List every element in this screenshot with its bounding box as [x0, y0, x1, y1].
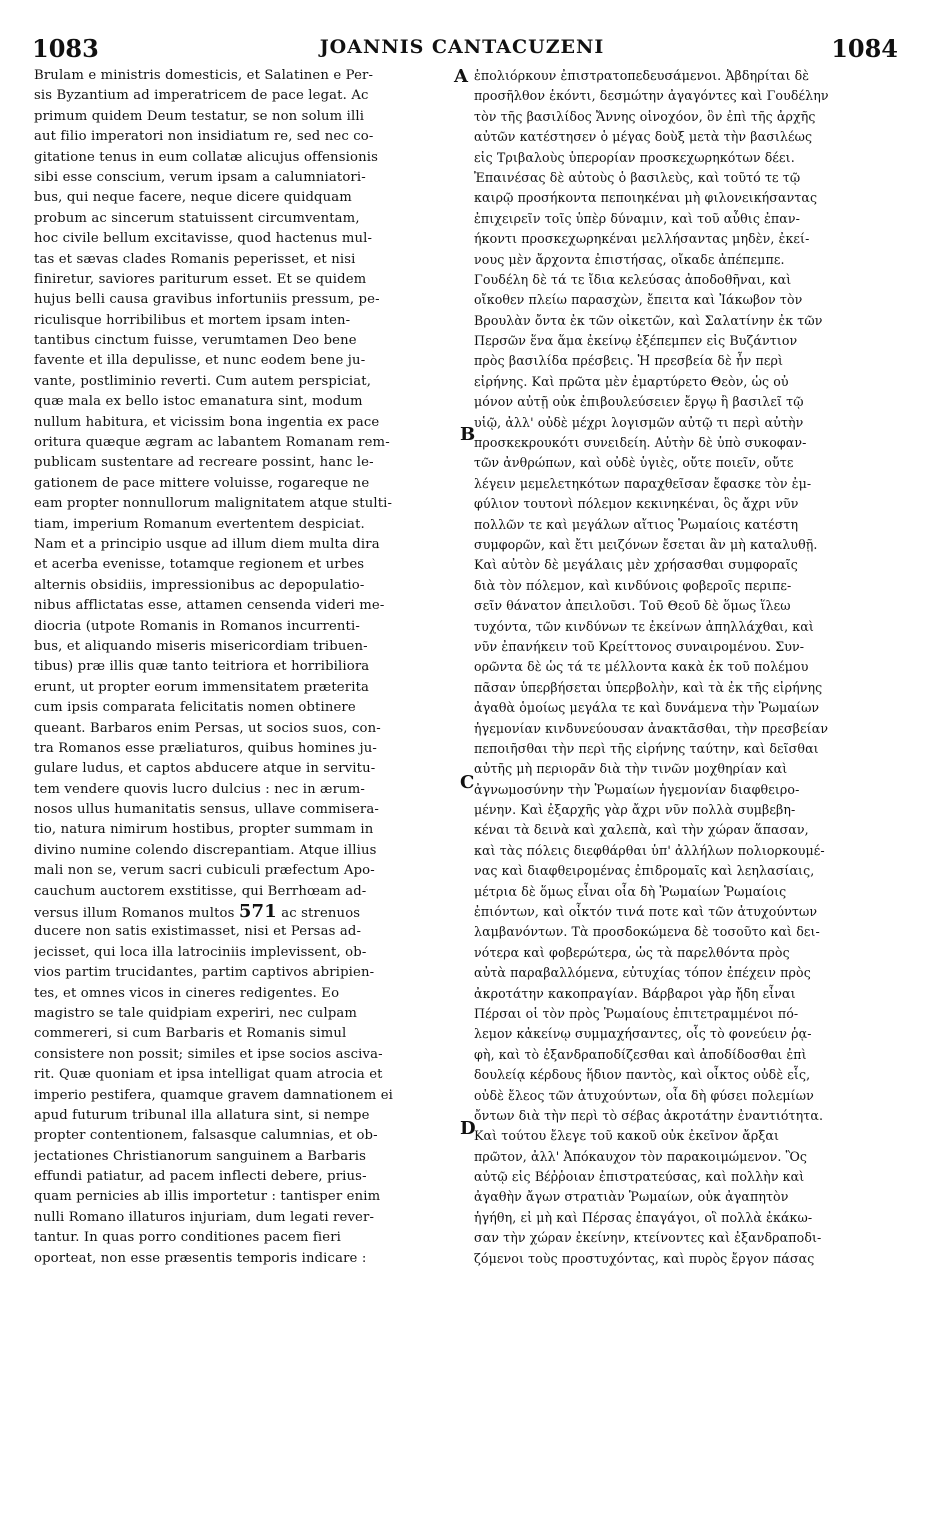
latin-text-line: gulare ludus, et captos abducere atque in servitu-: [34, 761, 376, 777]
latin-text-line: tio, natura nimirum hostibus, propter summam in: [34, 822, 374, 838]
greek-text-line: ήκοντι προσκεχωρηκέναι μελλήσαντας μηδὲν, ἐκεί-: [474, 231, 810, 247]
latin-text-line: tibus) præ illis quæ tanto teitriora et horribiliora: [34, 659, 370, 675]
greek-text-line: νας καὶ διαφθειρομένας ἐπιδρομαῖς καὶ λεηλασίαις,: [474, 863, 815, 879]
latin-text-line: commereri, si cum Barbaris et Romanis simul: [34, 1026, 347, 1042]
greek-text-line: αὐτῆς μὴ περιορᾶν διὰ τὴν τινῶν μοχθηρίαν καὶ: [474, 761, 788, 777]
greek-text-line: καιρῷ προσήκοντα πεποιηκέναι μὴ φιλονεικήσαντας: [474, 190, 818, 206]
greek-text-line: οὐδὲ ἔλεος τῶν ἀτυχούντων, οἷα δὴ φύσει πολεμίων: [474, 1087, 814, 1103]
latin-text-line: bus, et aliquando miseris misericordiam tribuen-: [34, 638, 368, 654]
latin-text-line: consistere non possit; similes et ipse socios asciva-: [34, 1046, 383, 1062]
greek-text-line: τὸν τῆς βασιλίδος Ἄννης οἰνοχόον, ὃν ἐπὶ τῆς ἀρχῆς: [474, 108, 816, 124]
greek-text-line: Ἐπαινέσας δὲ αὐτοὺς ὁ βασιλεὺς, καὶ τοῦτό τε τῷ: [474, 169, 801, 185]
greek-text-line: αὐτῷ εἰς Βέῤῥοιαν ἐπιστρατεύσας, καὶ πολλὴν καὶ: [474, 1169, 805, 1185]
greek-text-line: νῦν ἐπανήκειν τοῦ Κρείττονος συναιρομένου. Συν-: [474, 638, 805, 654]
latin-text-line: gationem de pace mittere voluisse, rogareque ne: [34, 475, 370, 491]
greek-text-line: ἡγήθη, εἰ μὴ καὶ Πέρσας ἐπαγάγοι, οἳ πολλὰ ἐκάκω-: [474, 1209, 813, 1225]
latin-text-line: favente et illa depulisse, et nunc eodem bene ju-: [34, 353, 366, 369]
latin-text-line: nosos ullus humanitatis sensus, ullave commisera-: [34, 802, 379, 818]
page-number-left: 1083: [32, 34, 99, 63]
greek-text-line: τῶν ἀνθρώπων, καὶ οὐδὲ ὑγιὲς, οὔτε ποιεῖν, οὔτε: [474, 455, 794, 471]
greek-text-line: ἀκροτάτην κακοπραγίαν. Βάρβαροι γὰρ ἤδη εἶναι: [474, 985, 796, 1001]
greek-text-line: συμφορῶν, καὶ ἔτι μειζόνων ἔσεται ἂν μὴ καταλυθῇ.: [474, 536, 818, 552]
greek-text-line: κέναι τὰ δεινὰ καὶ χαλεπὰ, καὶ τὴν χώραν ἅπασαν,: [474, 822, 809, 838]
latin-text-line: finiretur, saviores pariturum esset. Et se quidem: [34, 271, 367, 287]
latin-text-line: hoc civile bellum excitavisse, quod hactenus mul-: [34, 231, 373, 247]
latin-text-line: rit. Quæ quoniam et ipsa intelligat quam atrocia et: [34, 1067, 383, 1083]
greek-text-line: ἐπιχειρεῖν τοῖς ὑπὲρ δύναμιν, καὶ τοῦ αὖθις ἐπαν-: [474, 210, 801, 226]
latin-text-line: apud futurum tribunal illa allatura sint, si nempe: [34, 1107, 370, 1123]
greek-text-line: λέγειν μεμελετηκότων παραχθεῖσαν ἔφασκε τὸν ἐμ-: [474, 475, 812, 491]
latin-text-line: et acerba evenisse, totamque regionem et urbes: [34, 557, 365, 573]
greek-text-line: ζόμενοι τοὺς προστυχόντας, καὶ πυρὸς ἔργον πάσας: [474, 1250, 815, 1266]
greek-text-line: προσῆλθον ἑκόντι, δεσμώτην ἀγαγόντες καὶ Γουδέλην: [474, 88, 829, 104]
page-header: [22, 24, 902, 63]
latin-text-line: gitatione tenus in eum collatæ alicujus offensionis: [34, 149, 378, 165]
latin-text-line: aut filio imperatori non insidiatum re, sed nec co-: [34, 129, 374, 145]
greek-text-line: ἀγνωμοσύνην τὴν Ῥωμαίων ἡγεμονίαν διαφθειρο-: [474, 781, 800, 797]
latin-text-line: queant. Barbaros enim Persas, ut socios suos, con-: [34, 720, 381, 736]
latin-text-line: hujus belli causa gravibus infortuniis pressum, pe-: [34, 292, 380, 308]
latin-text-line: versus illum Romanos multos 571 ac strenuos: [34, 902, 361, 923]
greek-text-line: μόνον αὐτῇ οὐκ ἐπιβουλεύσειεν ἔργῳ ἢ βασιλεῖ τῷ: [474, 394, 804, 410]
margin-mark-c: C: [460, 772, 475, 793]
greek-text-line: ορῶντα δὲ ὡς τά τε μέλλοντα κακὰ ἐκ τοῦ πολέμου: [474, 659, 809, 675]
latin-text-line: propter contentionem, falsasque calumnias, et ob-: [34, 1128, 378, 1144]
greek-text-line: προσκεκρουκότι συνειδείη. Αὐτὴν δὲ ὑπὸ συκοφαν-: [474, 435, 807, 451]
latin-text-line: probum ac sincerum statuissent circumventam,: [34, 210, 360, 226]
greek-text-line: εἰς Τριβαλοὺς ὑπερορίαν προσκεχωρηκότων δέει.: [474, 149, 795, 165]
latin-text-line: sis Byzantium ad imperatricem de pace legat. Ac: [34, 88, 369, 104]
greek-text-line: λαμβανόντων. Τὰ προσδοκώμενα δὲ τοσοῦτο καὶ δει-: [474, 924, 820, 940]
latin-text-line: jectationes Christianorum sanguinem a Barbaris: [34, 1148, 367, 1164]
latin-text-line: cauchum auctorem exstitisse, qui Berrhœam ad-: [34, 883, 367, 899]
latin-text-line: tas et sævas clades Romanis peperisset, et nisi: [34, 251, 356, 267]
latin-text-line: sibi esse conscium, verum ipsam a calumniatori-: [34, 169, 366, 185]
running-title: JOANNIS CANTACUZENI: [319, 36, 605, 58]
greek-text-line: λεμον κἀκείνῳ συμμαχήσαντες, οἷς τὸ φονεύειν ῥᾳ-: [474, 1026, 812, 1042]
latin-text-line: tes, et omnes vicos in cineres redigentes. Eo: [34, 985, 340, 1001]
greek-text-line: Καὶ αὐτὸν δὲ μεγάλαις μὲν χρήσασθαι συμφοραῖς: [474, 557, 798, 573]
latin-text-line: tantur. In quas porro conditiones pacem fieri: [34, 1230, 342, 1246]
greek-text-line: Πέρσαι οἱ τὸν πρὸς Ῥωμαίους ἐπιτετραμμένοι πό-: [474, 1005, 799, 1021]
greek-text-line: Γουδέλη δὲ τά τε ἴδια κελεύσας ἀποδοθῆναι, καὶ: [474, 271, 792, 287]
greek-text-line: σαν τὴν χώραν ἐκείνην, κτείνοντες καὶ ἐξανδραποδι-: [474, 1230, 822, 1246]
latin-text-line: publicam sustentare ad recreare possint, hanc le-: [34, 455, 374, 471]
greek-text-line: Καὶ τούτου ἔλεγε τοῦ κακοῦ οὐκ ἐκεῖνον ἄρξαι: [474, 1128, 780, 1144]
greek-text-line: μένην. Καὶ ἐξαρχῆς γὰρ ἄχρι νῦν πολλὰ συμβεβη-: [474, 802, 796, 818]
greek-text-line: νους μὲν ἄρχοντα ἐπιστήσας, οἴκαδε ἀπέπεμπε.: [474, 251, 785, 267]
greek-text-line: διὰ τὸν πόλεμον, καὶ κινδύνοις φοβεροῖς περιπε-: [474, 577, 792, 593]
latin-text-line: nullum habitura, et vicissim bona ingentia ex pace: [34, 414, 380, 430]
greek-text-line: Περσῶν ἕνα ἅμα ἐκείνῳ ἐξέπεμπεν εἰς Βυζάντιον: [474, 333, 798, 349]
page-number-right: 1084: [831, 34, 898, 63]
latin-text-line: bus, qui neque facere, neque dicere quidquam: [34, 190, 352, 206]
latin-text-line: tiam, imperium Romanum evertentem despiciat.: [34, 516, 365, 532]
latin-text-line: alternis obsidiis, impressionibus ac depopulatio-: [34, 577, 365, 593]
greek-text-line: σεῖν θάνατον ἀπειλοῦσι. Τοῦ Θεοῦ δὲ ὅμως ἵλεω: [474, 598, 791, 614]
latin-text-line: nibus afflictatas esse, attamen censenda videri me-: [34, 598, 385, 614]
greek-text-line: ἡγεμονίαν κινδυνεύουσαν ἀνακτᾶσθαι, τὴν πρεσβείαν: [474, 720, 829, 736]
latin-text-line: vante, postliminio reverti. Cum autem perspiciat,: [34, 373, 372, 389]
greek-text-line: πεποιῆσθαι τὴν περὶ τῆς εἰρήνης ταύτην, καὶ δεῖσθαι: [474, 740, 819, 756]
latin-text-line: primum quidem Deum testatur, se non solum illi: [34, 108, 365, 124]
greek-text-line: υἱῷ, ἀλλ' οὐδὲ μέχρι λογισμῶν αὐτῷ τι περὶ αὐτὴν: [474, 414, 804, 430]
latin-text-line: oritura quæque ægram ac labantem Romanam rem-: [34, 435, 390, 451]
latin-text-line: erunt, ut propter eorum immensitatem præterita: [34, 679, 370, 695]
latin-text-line: quæ mala ex bello istoc emanatura sint, modum: [34, 394, 363, 410]
latin-text-line: tra Romanos esse præliaturos, quibus homines ju-: [34, 740, 377, 756]
latin-text-line: divino numine colendo discrepantiam. Atque illius: [34, 842, 377, 858]
latin-text-line: mali non se, verum sacri cubiculi præfectum Apo-: [34, 863, 375, 879]
latin-text-line: magistro se tale quidpiam experiri, nec culpam: [34, 1005, 358, 1021]
greek-text-line: εἰρήνης. Καὶ πρῶτα μὲν ἐμαρτύρετο Θεὸν, ὡς οὐ: [474, 373, 789, 389]
greek-text-line: ὄντων διὰ τὴν περὶ τὸ σέβας ἀκροτάτην ἐναντιότητα.: [474, 1107, 824, 1123]
greek-column: [474, 66, 902, 1526]
greek-text-line: αὐτὰ παραβαλλόμενα, εὐτυχίας τόπον ἐπέχειν πρὸς: [474, 965, 811, 981]
greek-text-line: πρὸς βασιλίδα πρέσβεις. Ἡ πρεσβεία δὲ ἦν περὶ: [474, 353, 783, 369]
greek-text-line: νότερα καὶ φοβερώτερα, ὡς τὰ παρελθόντα πρὸς: [474, 944, 790, 960]
greek-text-line: τυχόντα, τῶν κινδύνων τε ἐκείνων ἀπηλλάχθαι, καὶ: [474, 618, 814, 634]
latin-text-line: Brulam e ministris domesticis, et Salatinen e Per-: [34, 68, 374, 83]
greek-text-line: αὐτῶν κατέστησεν ὁ μέγας δοὺξ μετὰ τὴν βασιλέως: [474, 129, 813, 145]
greek-text-line: μέτρια δὲ ὅμως εἶναι οἷα δὴ Ῥωμαίων Ῥωμαίοις: [474, 883, 787, 899]
latin-text-line: jecisset, qui loca illa latrociniis implevissent, ob-: [34, 944, 367, 960]
latin-text-line: ducere non satis existimasset, nisi et Persas ad-: [34, 924, 362, 940]
greek-text-line: οἴκοθεν πλείω παρασχὼν, ἔπειτα καὶ Ἰάκωβον τὸν: [474, 292, 803, 308]
latin-column: [34, 66, 458, 1526]
latin-text-line: oporteat, non esse præsentis temporis indicare :: [34, 1250, 367, 1266]
margin-mark-a: A: [454, 66, 468, 87]
latin-text-line: riculisque horribilibus et mortem ipsam inten-: [34, 312, 351, 328]
latin-text-line: diocria (utpote Romanis in Romanos incurrenti-: [34, 618, 360, 634]
latin-text-line: imperio pestifera, quamque gravem damnationem ei: [34, 1087, 394, 1103]
page-reference-number: 571: [238, 902, 277, 923]
greek-text-line: πρῶτον, ἀλλ' Ἀπόκαυχον τὸν παρακοιμώμενον. Ὃς: [474, 1148, 808, 1164]
greek-text-line: φύλιον τουτονὶ πόλεμον κεκινηκέναι, ὃς ἄχρι νῦν: [474, 496, 799, 512]
greek-text-line: ἐπιόντων, καὶ οἶκτόν τινά ποτε καὶ τῶν ἀτυχούντων: [474, 904, 818, 920]
greek-text-line: ἀγαθὰ ὁμοίως μεγάλα τε καὶ δυνάμενα τὴν Ῥωμαίων: [474, 700, 820, 716]
greek-text-line: φὴ, καὶ τὸ ἐξανδραποδίζεσθαι καὶ ἀποδίδοσθαι ἐπὶ: [474, 1046, 807, 1062]
greek-text-line: καὶ τὰς πόλεις διεφθάρθαι ὑπ' ἀλλήλων πολιορκουμέ-: [474, 842, 825, 858]
greek-text-line: ἀγαθὴν ἄγων στρατιὰν Ῥωμαίων, οὐκ ἀγαπητὸν: [474, 1189, 789, 1205]
latin-text-line: nulli Romano illaturos injuriam, dum legati rever-: [34, 1209, 375, 1225]
latin-text-line: eam propter nonnullorum malignitatem atque stulti-: [34, 496, 393, 512]
latin-text-line: cum ipsis comparata felicitatis nomen obtinere: [34, 700, 356, 716]
margin-mark-b: B: [460, 424, 476, 445]
latin-text-line: effundi patiatur, ad pacem inflecti debere, prius-: [34, 1169, 367, 1185]
greek-text-line: Βρουλὰν ὄντα ἐκ τῶν οἰκετῶν, καὶ Σαλατίνην ἐκ τῶν: [474, 312, 823, 328]
margin-mark-d: D: [460, 1118, 476, 1139]
greek-text-line: δουλείᾳ κέρδους ἥδιον παντὸς, καὶ οἶκτος οὐδὲ εἷς,: [474, 1067, 811, 1083]
latin-text-line: tem vendere quovis lucro dulcius : nec in ærum-: [34, 781, 365, 797]
latin-text-line: vios partim trucidantes, partim captivos abripien-: [34, 965, 375, 981]
greek-text-line: πολλῶν τε καὶ μεγάλων αἴτιος Ῥωμαίοις κατέστη: [474, 516, 799, 532]
latin-text-line: Nam et a principio usque ad illum diem multa dira: [34, 536, 380, 552]
latin-text-line: quam pernicies ab illis importetur : tantisper enim: [34, 1189, 381, 1205]
greek-text-line: πᾶσαν ὑπερβήσεται ὑπερβολὴν, καὶ τὰ ἐκ τῆς εἰρήνης: [474, 679, 823, 695]
latin-text-line: tantibus cinctum fuisse, verumtamen Deo bene: [34, 333, 357, 349]
greek-text-line: ἐπολιόρκουν ἐπιστρατοπεδευσάμενοι. Ἀβδηρίται δὲ: [474, 68, 810, 83]
